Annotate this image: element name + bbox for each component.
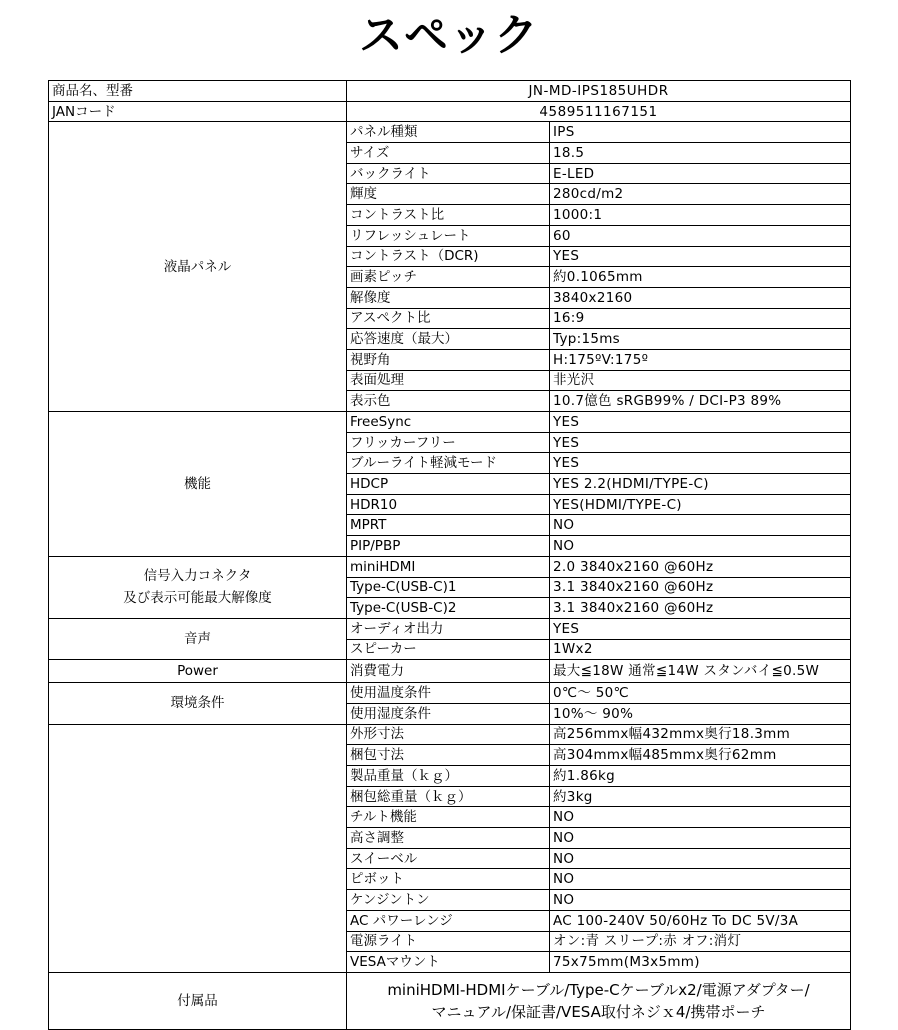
spec-item-value: 約3kg xyxy=(550,786,851,807)
spec-item-label: 表面処理 xyxy=(347,370,550,391)
spec-item-value: 280cd/m2 xyxy=(550,184,851,205)
spec-item-label: 使用湿度条件 xyxy=(347,703,550,724)
spec-item-value: YES 2.2(HDMI/TYPE-C) xyxy=(550,474,851,495)
spec-item-label: AC パワーレンジ xyxy=(347,910,550,931)
spec-item-value: 16:9 xyxy=(550,308,851,329)
spec-item-value: NO xyxy=(550,515,851,536)
spec-row xyxy=(49,724,851,745)
spec-item-value: NO xyxy=(550,869,851,890)
spec-item-value: NO xyxy=(550,536,851,557)
section-category xyxy=(49,556,347,618)
spec-item-label: 高さ調整 xyxy=(347,828,550,849)
spec-item-value: 1Wx2 xyxy=(550,639,851,660)
spec-item-label: コントラスト比 xyxy=(347,205,550,226)
accessories-line: miniHDMI-HDMIケーブル/Type-Cケーブルx2/電源アダプター/ xyxy=(387,980,810,999)
spec-item-label: 外形寸法 xyxy=(347,724,550,745)
spec-item-value: IPS xyxy=(550,122,851,143)
jan-code-label: JANコード xyxy=(49,101,347,122)
spec-item-label: アスペクト比 xyxy=(347,308,550,329)
spec-item-value: 3840x2160 xyxy=(550,287,851,308)
spec-item-value: 0℃～ 50℃ xyxy=(550,683,851,704)
spec-item-label: 梱包寸法 xyxy=(347,745,550,766)
accessories-line: マニュアル/保証書/VESA取付ネジｘ4/携帯ポーチ xyxy=(431,1002,766,1021)
spec-item-value: H:175ºV:175º xyxy=(550,349,851,370)
spec-item-label: パネル種類 xyxy=(347,122,550,143)
spec-item-value: オン:青 スリープ:赤 オフ:消灯 xyxy=(550,931,851,952)
spec-item-label: 表示色 xyxy=(347,391,550,412)
spec-row xyxy=(49,412,851,433)
spec-item-value: 1000:1 xyxy=(550,205,851,226)
spec-item-value: 10.7億色 sRGB99% / DCI-P3 89% xyxy=(550,391,851,412)
spec-item-value: YES xyxy=(550,618,851,639)
spec-item-label: フリッカーフリー xyxy=(347,432,550,453)
spec-item-label: VESAマウント xyxy=(347,952,550,973)
spec-item-value: 18.5 xyxy=(550,143,851,164)
page-title: スペック xyxy=(359,10,539,61)
spec-item-label: リフレッシュレート xyxy=(347,225,550,246)
spec-item-label: ケンジントン xyxy=(347,890,550,911)
section-category-line: 及び表示可能最大解像度 xyxy=(123,590,272,607)
product-name-value: JN-MD-IPS185UHDR xyxy=(347,81,851,102)
spec-item-value: E-LED xyxy=(550,163,851,184)
spec-item-value: 2.0 3840x2160 @60Hz xyxy=(550,556,851,577)
spec-item-label: 消費電力 xyxy=(347,660,550,683)
spec-item-value: 3.1 3840x2160 @60Hz xyxy=(550,598,851,619)
section-category: 液晶パネル xyxy=(49,122,347,412)
spec-item-value: YES xyxy=(550,432,851,453)
spec-item-value: 最大≦18W 通常≦14W スタンバイ≦0.5W xyxy=(550,660,851,683)
accessories-row xyxy=(49,972,851,1029)
jan-code-value: 4589511167151 xyxy=(347,101,851,122)
spec-item-label: コントラスト（DCR) xyxy=(347,246,550,267)
spec-item-label: 画素ピッチ xyxy=(347,267,550,288)
spec-item-value: AC 100-240V 50/60Hz To DC 5V/3A xyxy=(550,910,851,931)
spec-item-value: YES(HDMI/TYPE-C) xyxy=(550,494,851,515)
spec-item-value: 75x75mm(M3x5mm) xyxy=(550,952,851,973)
spec-table-body xyxy=(49,81,851,1030)
spec-item-label: HDR10 xyxy=(347,494,550,515)
spec-item-value: NO xyxy=(550,828,851,849)
accessories-value xyxy=(347,972,851,1029)
spec-table xyxy=(48,80,851,1030)
spec-item-label: 使用温度条件 xyxy=(347,683,550,704)
spec-item-value: NO xyxy=(550,807,851,828)
spec-item-label: チルト機能 xyxy=(347,807,550,828)
spec-item-value: 10%～ 90% xyxy=(550,703,851,724)
spec-item-value: 約1.86kg xyxy=(550,766,851,787)
spec-item-value: YES xyxy=(550,412,851,433)
spec-item-label: 製品重量（ｋｇ） xyxy=(347,766,550,787)
spec-item-label: ピボット xyxy=(347,869,550,890)
section-category: 機能 xyxy=(49,412,347,557)
spec-row xyxy=(49,556,851,577)
spec-item-label: HDCP xyxy=(347,474,550,495)
spec-item-label: 視野角 xyxy=(347,349,550,370)
spec-item-value: 高256mmx幅432mmx奥行18.3mm xyxy=(550,724,851,745)
spec-item-label: サイズ xyxy=(347,143,550,164)
spec-item-label: オーディオ出力 xyxy=(347,618,550,639)
spec-item-label: ブルーライト軽減モード xyxy=(347,453,550,474)
spec-item-label: 輝度 xyxy=(347,184,550,205)
spec-item-value: Typ:15ms xyxy=(550,329,851,350)
spec-item-label: miniHDMI xyxy=(347,556,550,577)
spec-row xyxy=(49,660,851,683)
spec-item-value: 非光沢 xyxy=(550,370,851,391)
spec-item-label: Type-C(USB-C)1 xyxy=(347,577,550,598)
spec-item-label: MPRT xyxy=(347,515,550,536)
spec-item-value: NO xyxy=(550,890,851,911)
spec-item-value: YES xyxy=(550,246,851,267)
spec-item-label: 解像度 xyxy=(347,287,550,308)
spec-item-label: スイーベル xyxy=(347,848,550,869)
product-name-label: 商品名、型番 xyxy=(49,81,347,102)
spec-item-label: スピーカー xyxy=(347,639,550,660)
spec-item-value: NO xyxy=(550,848,851,869)
spec-item-value: 約0.1065mm xyxy=(550,267,851,288)
jan-code-row xyxy=(49,101,851,122)
section-category: Power xyxy=(49,660,347,683)
spec-item-label: FreeSync xyxy=(347,412,550,433)
spec-item-label: 梱包総重量（ｋｇ） xyxy=(347,786,550,807)
spec-item-label: 応答速度（最大） xyxy=(347,329,550,350)
spec-row xyxy=(49,683,851,704)
spec-item-value: 60 xyxy=(550,225,851,246)
section-category: 音声 xyxy=(49,618,347,659)
accessories-category: 付属品 xyxy=(49,972,347,1029)
spec-item-label: PIP/PBP xyxy=(347,536,550,557)
spec-item-label: Type-C(USB-C)2 xyxy=(347,598,550,619)
spec-item-value: 3.1 3840x2160 @60Hz xyxy=(550,577,851,598)
section-category-line: 信号入力コネクタ xyxy=(143,568,252,585)
section-category xyxy=(49,724,347,972)
spec-row xyxy=(49,618,851,639)
product-name-row xyxy=(49,81,851,102)
spec-row xyxy=(49,122,851,143)
section-category: 環境条件 xyxy=(49,683,347,724)
spec-item-label: バックライト xyxy=(347,163,550,184)
spec-item-label: 電源ライト xyxy=(347,931,550,952)
spec-item-value: 高304mmx幅485mmx奥行62mm xyxy=(550,745,851,766)
spec-item-value: YES xyxy=(550,453,851,474)
